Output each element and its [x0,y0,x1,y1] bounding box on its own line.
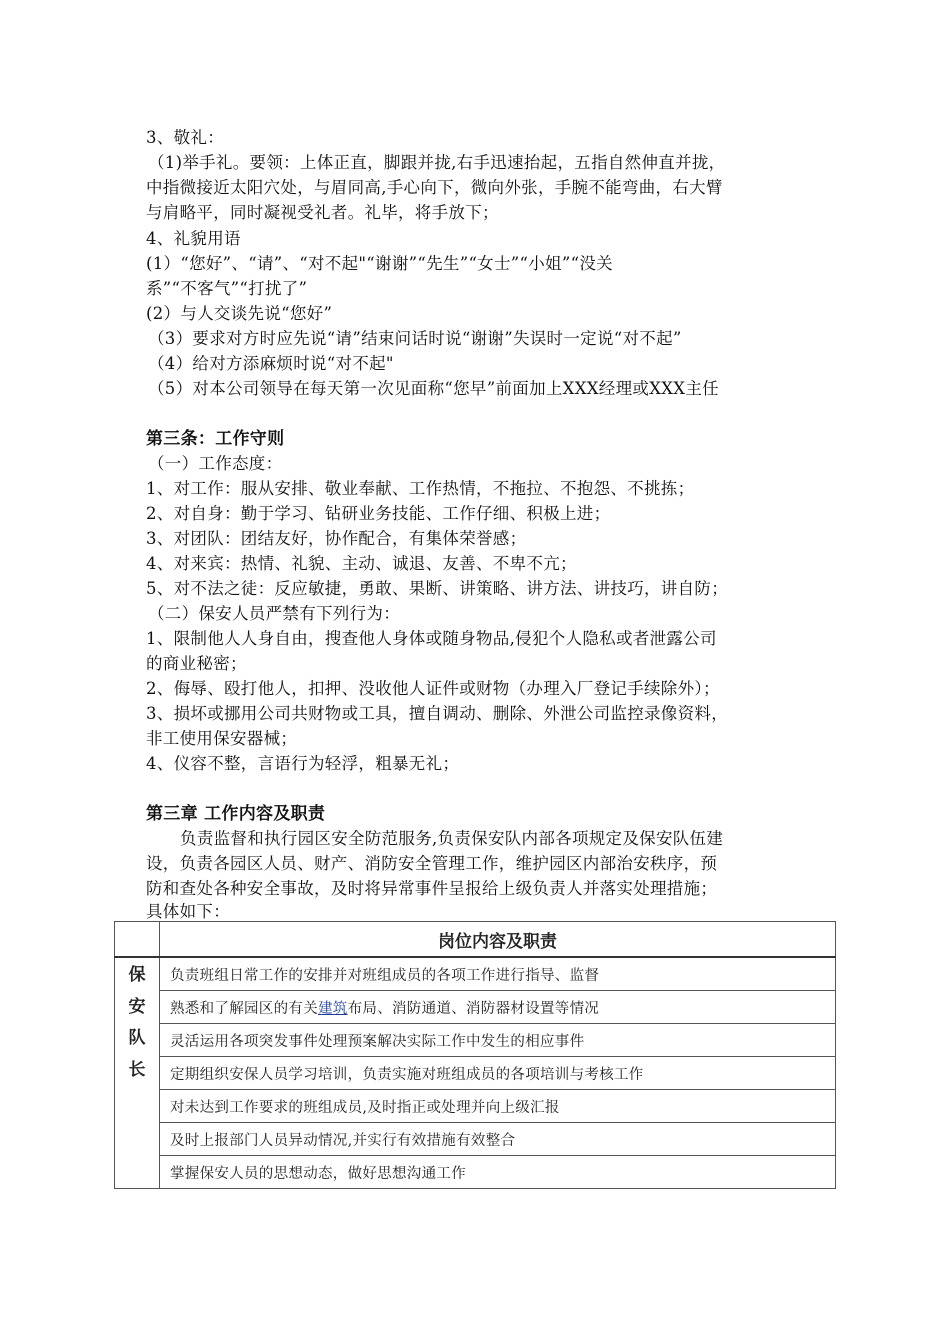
duty-table [114,921,836,1189]
prohibited-item: 的商业秘密； [146,654,247,673]
duty-table-header-row [115,922,836,958]
chapter-intro-line: 防和查处各种安全事故，及时将异常事件呈报给上级负责人并落实处理措施； [146,879,718,898]
salute-line: （1)举手礼。要领：上体正直，脚跟并拢,右手迅速抬起，五指自然伸直并拢， [148,153,726,172]
table-row [115,1156,836,1189]
work-attitude-item: 1、对工作：服从安排、敬业奉献、工作热情，不拖拉、不抱怨、不挑拣； [146,479,695,498]
polite-language-line: （3）要求对方时应先说“请”结束问话时说“谢谢”失误时一定说“对不起” [148,329,682,348]
article-3-title: 第三条：工作守则 [146,429,285,449]
prohibited-item: 2、侮辱、殴打他人，扣押、没收他人证件或财物（办理入厂登记手续除外）； [146,679,720,698]
role-char: 保 [128,965,146,985]
salute-heading: 3、敬礼： [146,128,224,147]
polite-language-heading: 4、礼貌用语 [146,229,241,248]
table-row [115,991,836,1024]
work-attitude-item: 5、对不法之徒：反应敏捷，勇敢、果断、讲策略、讲方法、讲技巧，讲自防； [146,579,728,598]
duty-item: 灵活运用各项突发事件处理预案解决实际工作中发生的相应事件 [160,1024,836,1057]
polite-language-line: 系”“不客气”“打扰了” [146,279,308,298]
duty-item: 负责班组日常工作的安排并对班组成员的各项工作进行指导、监督 [160,957,836,991]
chapter-intro-line: 负责监督和执行园区安全防范服务,负责保安队内部各项规定及保安队伍建 [180,829,724,848]
polite-language-line: （5）对本公司领导在每天第一次见面称“您早”前面加上XXX经理或XXX主任 [148,379,719,398]
polite-language-line: (1）“您好”、“请”、“对不起"“谢谢”“先生”“女士”“小姐”“没关 [146,254,613,273]
salute-line: 中指微接近太阳穴处，与眉同高,手心向下，微向外张，手腕不能弯曲，右大臂 [146,178,723,197]
chapter-intro-line: 具体如下： [146,902,230,921]
duty-table-header: 岗位内容及职责 [160,922,836,958]
salute-line: 与肩略平，同时凝视受礼者。礼毕，将手放下； [146,203,499,222]
building-link[interactable]: 建筑 [318,1000,348,1017]
role-cell-security-captain [115,957,160,1189]
duty-item-text: 布局、消防通道、消防器材设置等情况 [347,1000,600,1017]
table-row [115,1024,836,1057]
polite-language-line: (2）与人交谈先说“您好” [146,304,333,323]
header-blank-cell [115,922,160,958]
role-char: 长 [128,1059,146,1080]
duty-item: 对未达到工作要求的班组成员,及时指正或处理并向上级汇报 [160,1090,836,1123]
role-char: 安 [128,996,146,1017]
prohibited-item: 4、仪容不整，言语行为轻浮，粗暴无礼； [146,754,460,773]
work-attitude-item: 2、对自身：勤于学习、钻研业务技能、工作仔细、积极上进； [146,504,611,523]
table-row [115,1090,836,1123]
duty-item: 掌握保安人员的思想动态，做好思想沟通工作 [160,1156,836,1189]
duty-item: 及时上报部门人员异动情况,并实行有效措施有效整合 [160,1123,836,1156]
table-row [115,957,836,991]
prohibited-item: 非工使用保安器械； [146,729,298,748]
work-attitude-item: 4、对来宾：热情、礼貌、主动、诚退、友善、不卑不亢； [146,554,577,573]
chapter-3-title: 第三章 工作内容及职责 [146,804,326,824]
duty-item: 定期组织安保人员学习培训，负责实施对班组成员的各项培训与考核工作 [160,1057,836,1090]
duty-item-text: 熟悉和了解园区的有关 [170,1000,318,1017]
table-row [115,1123,836,1156]
table-row [115,1057,836,1090]
work-attitude-heading: （一）工作态度： [148,454,283,473]
prohibited-item: 1、限制他人人身自由，搜查他人身体或随身物品,侵犯个人隐私或者泄露公司 [146,629,717,648]
work-attitude-item: 3、对团队：团结友好，协作配合，有集体荣誉感； [146,529,527,548]
polite-language-line: （4）给对方添麻烦时说“对不起" [148,354,394,373]
prohibited-heading: （二）保安人员严禁有下列行为： [148,604,400,623]
duty-item [160,991,836,1024]
prohibited-item: 3、损坏或挪用公司共财物或工具，擅自调动、删除、外泄公司监控录像资料， [146,704,728,723]
role-char: 队 [128,1028,146,1048]
chapter-intro-line: 设，负责各园区人员、财产、消防安全管理工作，维护园区内部治安秩序，预 [146,854,718,873]
